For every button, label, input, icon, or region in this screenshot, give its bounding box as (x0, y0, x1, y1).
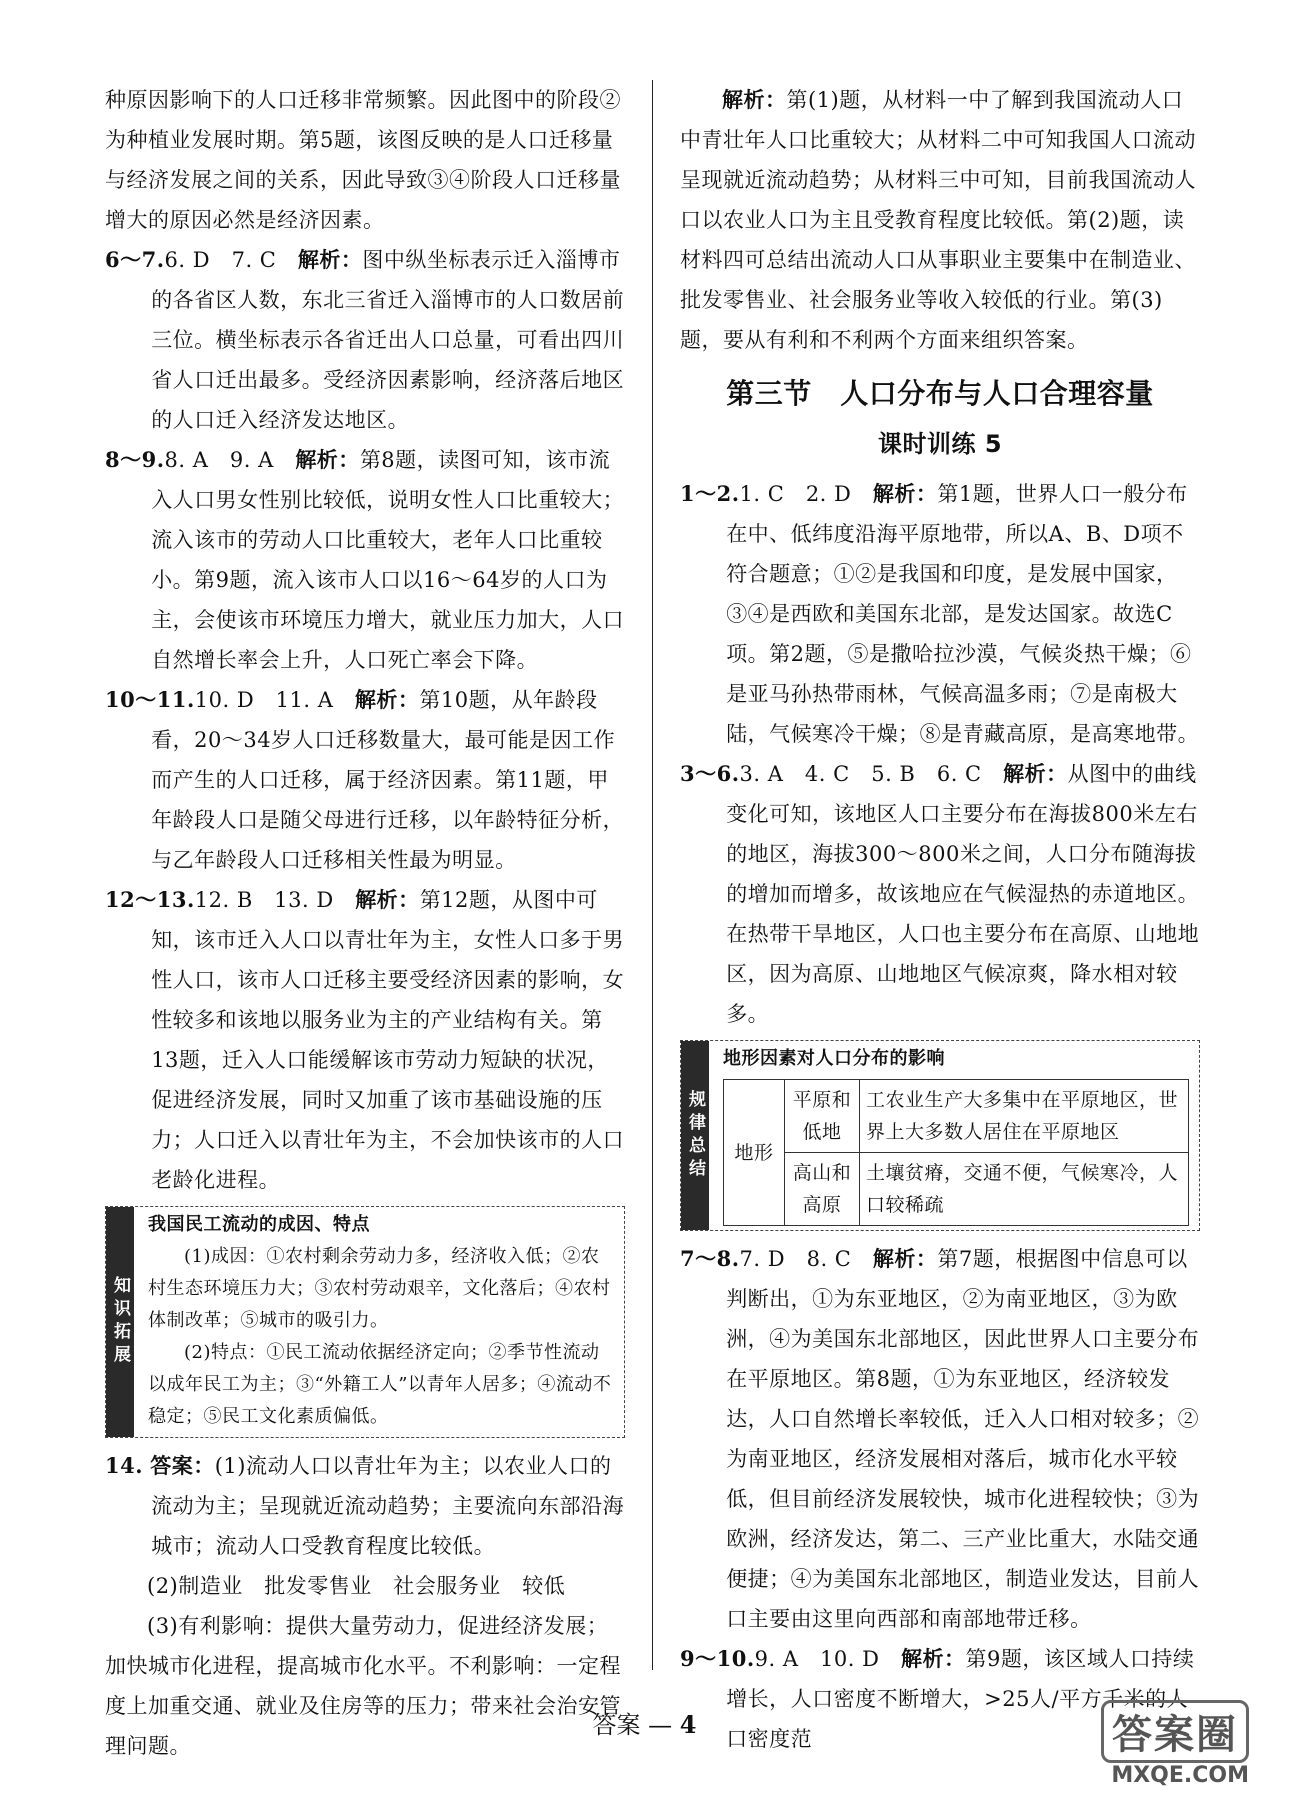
analysis-14 (680, 80, 1200, 360)
answer-3-6 (680, 754, 1200, 1034)
analysis-label: 解析： (872, 481, 938, 506)
page-footer (0, 1705, 1289, 1740)
watermark-logo: 答案圈 (1101, 1700, 1249, 1763)
column-divider (652, 80, 653, 1670)
page-number: 4 (679, 1710, 697, 1739)
q-number: 9～10. (680, 1646, 755, 1671)
box-line-features: (2)特点：①民工流动依据经济定向；②季节性流动以成年民工为主；③“外籍工人”以青年人居多；④流动不稳定；⑤民工文化素质偏低。 (148, 1342, 612, 1427)
answer-part-3: (3)有利影响：提供大量劳动力，促进经济发展；加快城市化进程，提高城市化水平。不利影响：一定程度上加重交通、就业及住房等的压力；带来社会治安管理问题。 (105, 1614, 621, 1758)
box-line-causes: (1)成因：①农村剩余劳动力多，经济收入低；②农村生态环境压力大；③农村劳动艰辛，文化落后；④农村体制改革；⑤城市的吸引力。 (148, 1246, 611, 1331)
right-column (680, 80, 1200, 1759)
answer-12-13 (105, 880, 625, 1200)
watermark-url: MXQE.COM (1111, 1763, 1249, 1788)
q-number: 8～9. (105, 447, 165, 472)
q-answers: 7. D 8. C (739, 1247, 852, 1271)
category-cell: 地形 (724, 1080, 785, 1226)
q-number: 12～13. (105, 887, 195, 912)
q-number: 6～7. (105, 247, 165, 272)
analysis-text: 第7题，根据图中信息可以判断出，①为东亚地区，②为南亚地区，③为欧洲，④为美国东北部地区，因此世界人口主要分布在平原地区。第8题，①为东亚地区，经济较发达，人口自然增长率较低，迁入人口相对较多；②为南亚地区，经济发展相对落后，城市化水平较低，但目前经济发展较快，城市化进程较快；③为欧洲，经济发达，第二、三产业比重大，水陆交通便捷；④为美国东北部地区，制造业发达，目前人口主要由这里向西部和南部地带迁移。 (726, 1247, 1200, 1631)
q-answers: 8. A 9. A (164, 448, 274, 472)
box-title: 我国民工流动的成因、特点 (148, 1214, 370, 1235)
table-row (724, 1080, 1189, 1153)
box-title: 地形因素对人口分布的影响 (723, 1048, 945, 1069)
analysis-label: 解析： (722, 87, 787, 112)
analysis-text: 第(1)题，从材料一中了解到我国流动人口中青壮年人口比重较大；从材料二中可知我国人口流动呈现就近流动趋势；从材料三中可知，目前我国流动人口以农业人口为主且受教育程度比较低。第(2)题，读材料四可总结出流动人口从事职业主要集中在制造业、批发零售业、社会服务业等收入较低的行业。第(3)题，要从有利和不利两个方面来组织答案。 (680, 88, 1196, 352)
table-row (724, 1153, 1189, 1226)
knowledge-extension-box (105, 1206, 625, 1438)
analysis-label: 解析： (355, 887, 420, 912)
q-answers: 1. C 2. D (739, 482, 852, 506)
answer-8-9 (105, 440, 625, 680)
q-answers: 12. B 13. D (194, 888, 334, 912)
answer-6-7 (105, 240, 625, 440)
analysis-text: 第8题，读图可知，该市流入人口男女性别比较低，说明女性人口比重较大；流入该市的劳动人口比重较大，老年人口比重较小。第9题，流入该市人口以16～64岁的人口为主，会使该市环境压力增大，就业压力加大，人口自然增长率会上升，人口死亡率会下降。 (151, 448, 625, 672)
analysis-text: 第1题，世界人口一般分布在中、低纬度沿海平原地带，所以A、B、D项不符合题意；①②是我国和印度，是发展中国家，③④是西欧和美国东北部，是发达国家。故选C项。第2题，⑤是撒哈拉沙漠，气候炎热干燥；⑥是亚马孙热带雨林，气候高温多雨；⑦是南极大陆，气候寒冷干燥；⑧是青藏高原，是高寒地带。 (726, 482, 1200, 746)
terrain-cell: 高山和高原 (785, 1153, 860, 1226)
box-body (134, 1207, 624, 1437)
left-column (105, 80, 625, 1766)
intro-paragraph: 种原因影响下的人口迁移非常频繁。因此图中的阶段②为种植业发展时期。第5题，该图反映的是人口迁移量与经济发展之间的关系，因此导致③④阶段人口迁移量增大的原因必然是经济因素。 (105, 88, 621, 232)
terrain-cell: 平原和低地 (785, 1080, 860, 1153)
q-answers: 10. D 11. A (194, 688, 334, 712)
site-watermark (1101, 1700, 1249, 1788)
desc-cell: 土壤贫瘠，交通不便，气候寒冷，人口较稀疏 (860, 1153, 1189, 1226)
q-number: 7～8. (680, 1246, 740, 1271)
subsection-title: 课时训练 5 (877, 430, 1003, 458)
box-tag: 知识拓展 (106, 1207, 134, 1437)
terrain-table (723, 1079, 1189, 1226)
section-title: 第三节 人口分布与人口合理容量 (726, 377, 1154, 410)
analysis-label: 解析： (900, 1646, 966, 1671)
desc-cell: 工农业生产大多集中在平原地区，世界上大多数人居住在平原地区 (860, 1080, 1189, 1153)
analysis-label: 解析： (354, 687, 420, 712)
q-answers: 6. D 7. C (164, 248, 277, 272)
q-number: 14. (105, 1453, 144, 1478)
analysis-text: 第12题，从图中可知，该市迁入人口以青壮年为主，女性人口多于男性人口，该市人口迁移主要受经济因素的影响，女性较多和该地以服务业为主的产业结构有关。第13题，迁入人口能缓解该市劳动力短缺的状况，促进经济发展，同时又加重了该市基础设施的压力；人口迁入以青壮年为主，不会加快该市的人口老龄化进程。 (151, 888, 625, 1192)
analysis-text: 从图中的曲线变化可知，该地区人口主要分布在海拔800米左右的地区，海拔300～800米之间，人口分布随海拔的增加而增多，故该地应在气候湿热的赤道地区。在热带干旱地区，人口也主要分布在高原、山地地区，因为高原、山地地区气候凉爽，降水相对较多。 (726, 762, 1200, 1026)
q-number: 3～6. (680, 761, 740, 786)
box-tag: 规律总结 (681, 1041, 709, 1230)
analysis-text: 第9题，该区域人口持续增长，人口密度不断增大，>25人/平方千米的人口密度范 (726, 1647, 1195, 1751)
box-body (709, 1041, 1199, 1230)
analysis-label: 解析： (297, 247, 363, 272)
answer-part-2: (2)制造业 批发零售业 社会服务业 较低 (147, 1574, 566, 1598)
q-number: 10～11. (105, 687, 195, 712)
answer-14 (105, 1446, 625, 1566)
q-answers: 9. A 10. D (754, 1647, 880, 1671)
answer-label: 答案： (150, 1453, 215, 1478)
answer-7-8 (680, 1239, 1200, 1639)
analysis-text: 图中纵坐标表示迁入淄博市的各省区人数，东北三省迁入淄博市的人口数居前三位。横坐标表示各省迁出人口总量，可看出四川省人口迁出最多。受经济因素影响，经济落后地区的人口迁入经济发达地区。 (151, 248, 625, 432)
analysis-label: 解析： (295, 447, 360, 472)
footer-label: 答案 — (592, 1711, 673, 1739)
q-number: 1～2. (680, 481, 740, 506)
answer-1-2 (680, 474, 1200, 754)
q-answers: 3. A 4. C 5. B 6. C (739, 762, 982, 786)
answer-10-11 (105, 680, 625, 880)
rule-summary-box (680, 1040, 1200, 1231)
analysis-label: 解析： (1003, 761, 1068, 786)
analysis-text: 第10题，从年龄段看，20～34岁人口迁移数量大，最可能是因工作而产生的人口迁移，属于经济因素。第11题，甲年龄段人口是随父母进行迁移，以年龄特征分析，与乙年龄段人口迁移相关性最为明显。 (151, 688, 625, 872)
answer-part-1: (1)流动人口以青壮年为主；以农业人口的流动为主；呈现就近流动趋势；主要流向东部沿海城市；流动人口受教育程度比较低。 (151, 1454, 625, 1558)
analysis-label: 解析： (872, 1246, 938, 1271)
